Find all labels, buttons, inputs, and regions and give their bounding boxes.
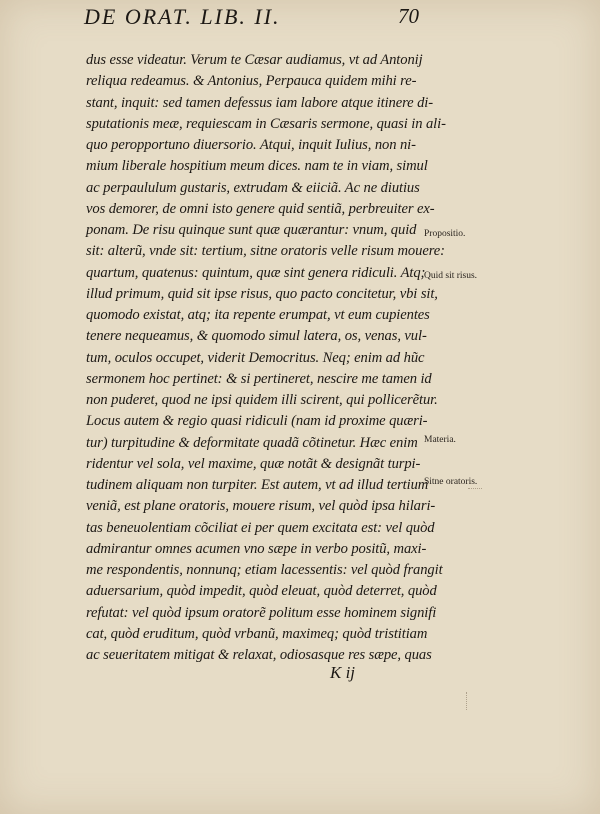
ink-smudge	[468, 488, 482, 497]
text-line: dus esse videatur. Verum te Cæsar audiamus, vt ad Antonij	[86, 52, 423, 68]
margin-note-quid-sit-risus: Quid sit risus.	[424, 271, 478, 281]
ink-smudge	[466, 692, 471, 710]
text-line: admirantur omnes acumen vno sæpe in verbo positũ, maxi-	[86, 540, 427, 557]
signature-mark: K ij	[330, 663, 356, 682]
text-line: mium liberale hospitium meum dices. nam te in viam, simul	[86, 158, 428, 175]
text-line: quartum, quatenus: quintum, quæ sint genera ridiculi. Atq;	[86, 264, 426, 281]
text-line: reliqua redeamus. & Antonius, Perpauca quidem mihi re-	[86, 73, 417, 90]
text-line: sputationis meæ, requiescam in Cæsaris sermone, quasi in ali-	[86, 115, 446, 132]
text-line: refutat: vel quòd ipsum oratorẽ politum esse hominem signifi	[86, 604, 437, 621]
margin-note-propositio: Propositio.	[424, 229, 466, 239]
text-line: sit: alterũ, vnde sit: tertium, sitne oratoris velle risum mouere:	[86, 243, 445, 260]
text-line: tur) turpitudine & deformitate quadã cõtinetur. Hæc enim	[86, 434, 418, 451]
text-line: cat, quòd eruditum, quòd vrbanũ, maximeq; quòd tristitiam	[86, 625, 428, 642]
text-line: aduersarium, quòd impedit, quòd eleuat, quòd deterret, quòd	[86, 583, 437, 600]
text-line: veniã, est plane oratoris, mouere risum, vel quòd ipsa hilari-	[86, 498, 436, 515]
text-line: ridentur vel sola, vel maxime, quæ notãt & designãt turpi-	[86, 455, 421, 472]
text-line: tum, oculos occupet, viderit Democritus. Neq; enim ad hũc	[86, 349, 425, 366]
text-line: quo peropportuno diuersorio. Atqui, inquit Iulius, non ni-	[86, 137, 416, 153]
text-line: tas beneuolentiam cõciliat ei per quem excitata est: vel quòd	[86, 519, 435, 536]
text-line: Locus autem & regio quasi ridiculi (nam id proxime quæri-	[86, 413, 428, 430]
text-line: tenere nequeamus, & quomodo simul latera, os, venas, vul-	[86, 328, 427, 345]
text-line: me respondentis, nonnunq; etiam lacessentis: vel quòd frangit	[86, 562, 443, 578]
text-line: non puderet, quod ne ipsi quidem illi scirent, qui pollicerẽtur.	[86, 392, 438, 408]
running-head: DE ORAT. LIB. II.	[84, 4, 281, 29]
text-line: tudinem aliquam non turpiter. Est autem, vt ad illud tertium	[86, 477, 429, 493]
text-line: illud primum, quid sit ipse risus, quo pacto concitetur, vbi sit,	[86, 285, 438, 302]
margin-note-materia: Materia.	[424, 435, 456, 445]
text-line: ac seueritatem mitigat & relaxat, odiosasque res sæpe, quas	[86, 647, 432, 663]
text-line: ac perpaululum gustaris, extrudam & eiiciã. Ac ne diutius	[86, 179, 420, 196]
text-line: sermonem hoc pertinet: & si pertineret, nescire me tamen id	[86, 370, 432, 387]
text-line: vos demorer, de omni isto genere quid sentiã, perbreuiter ex-	[86, 200, 435, 217]
text-line: stant, inquit: sed tamen defessus iam labore atque itinere di-	[86, 94, 433, 111]
margin-note-sitne-oratoris: Sitne oratoris.	[424, 477, 478, 487]
text-line: ponam. De risu quinque sunt quæ quærantur: vnum, quid	[86, 222, 417, 238]
text-line: quomodo existat, atq; ita repente erumpat, vt eum cupientes	[86, 307, 430, 323]
page-number: 70	[398, 4, 419, 28]
